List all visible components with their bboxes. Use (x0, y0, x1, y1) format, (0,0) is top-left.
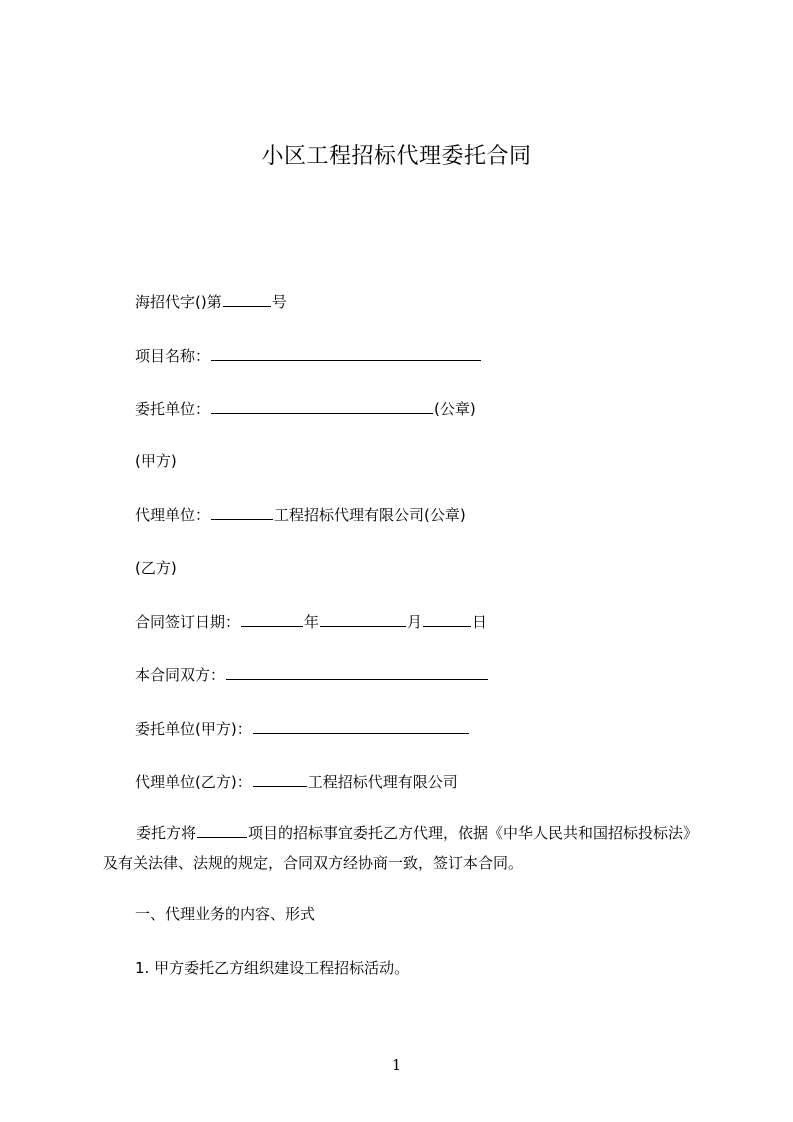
intro-project-blank (197, 822, 247, 838)
document-number-suffix: 号 (271, 293, 287, 311)
project-name-line (135, 345, 482, 366)
project-name-label: 项目名称： (135, 347, 211, 365)
agent-unit-label: 代理单位： (135, 506, 211, 524)
sign-date-line (135, 611, 487, 632)
client-unit-line (135, 398, 476, 419)
intro-after-blank: 项目的招标事宜委托乙方代理，依据《中华人民共和国招标投标法》及有关法律、法规的规定，合同双方经协商一致，签订本合同。 (103, 824, 699, 872)
party-a-label: (甲方) (135, 452, 177, 470)
agent-party-b-line (135, 771, 458, 792)
month-label: 月 (407, 613, 423, 631)
party-a-line (135, 451, 177, 471)
both-parties-line (135, 664, 489, 685)
agent-party-b-blank (253, 771, 307, 787)
day-label: 日 (472, 613, 488, 631)
document-number-prefix: 海招代字()第 (135, 293, 222, 311)
year-label: 年 (304, 613, 320, 631)
client-party-a-blank (253, 718, 469, 734)
month-blank (320, 611, 406, 627)
agent-company-name: 工程招标代理有限公司(公章) (274, 506, 466, 524)
agent-party-b-company: 工程招标代理有限公司 (307, 773, 458, 791)
party-b-label: (乙方) (135, 559, 177, 577)
agent-party-b-label: 代理单位(乙方)： (135, 773, 252, 791)
intro-paragraph (103, 818, 703, 878)
project-name-blank (211, 345, 481, 361)
client-unit-label: 委托单位： (135, 400, 211, 418)
document-number-line (135, 291, 287, 312)
both-parties-label: 本合同双方： (135, 666, 226, 684)
intro-before-blank: 委托方将 (136, 824, 197, 842)
both-parties-blank (226, 664, 488, 680)
client-seal-label: (公章) (434, 400, 476, 418)
section-1-item-1: 1. 甲方委托乙方组织建设工程招标活动。 (135, 959, 410, 977)
section-1-heading: 一、代理业务的内容、形式 (135, 905, 316, 923)
day-blank (423, 611, 471, 627)
client-party-a-label: 委托单位(甲方)： (135, 720, 252, 738)
document-title: 小区工程招标代理委托合同 (261, 144, 532, 169)
document-number-blank (223, 291, 271, 307)
sign-date-label: 合同签订日期： (135, 613, 241, 631)
agent-unit-blank (211, 504, 273, 520)
year-blank (241, 611, 303, 627)
client-unit-blank (211, 398, 433, 414)
client-party-a-line (135, 718, 470, 739)
page-number: 1 (391, 1056, 402, 1074)
party-b-line (135, 558, 177, 578)
agent-unit-line (135, 504, 466, 525)
